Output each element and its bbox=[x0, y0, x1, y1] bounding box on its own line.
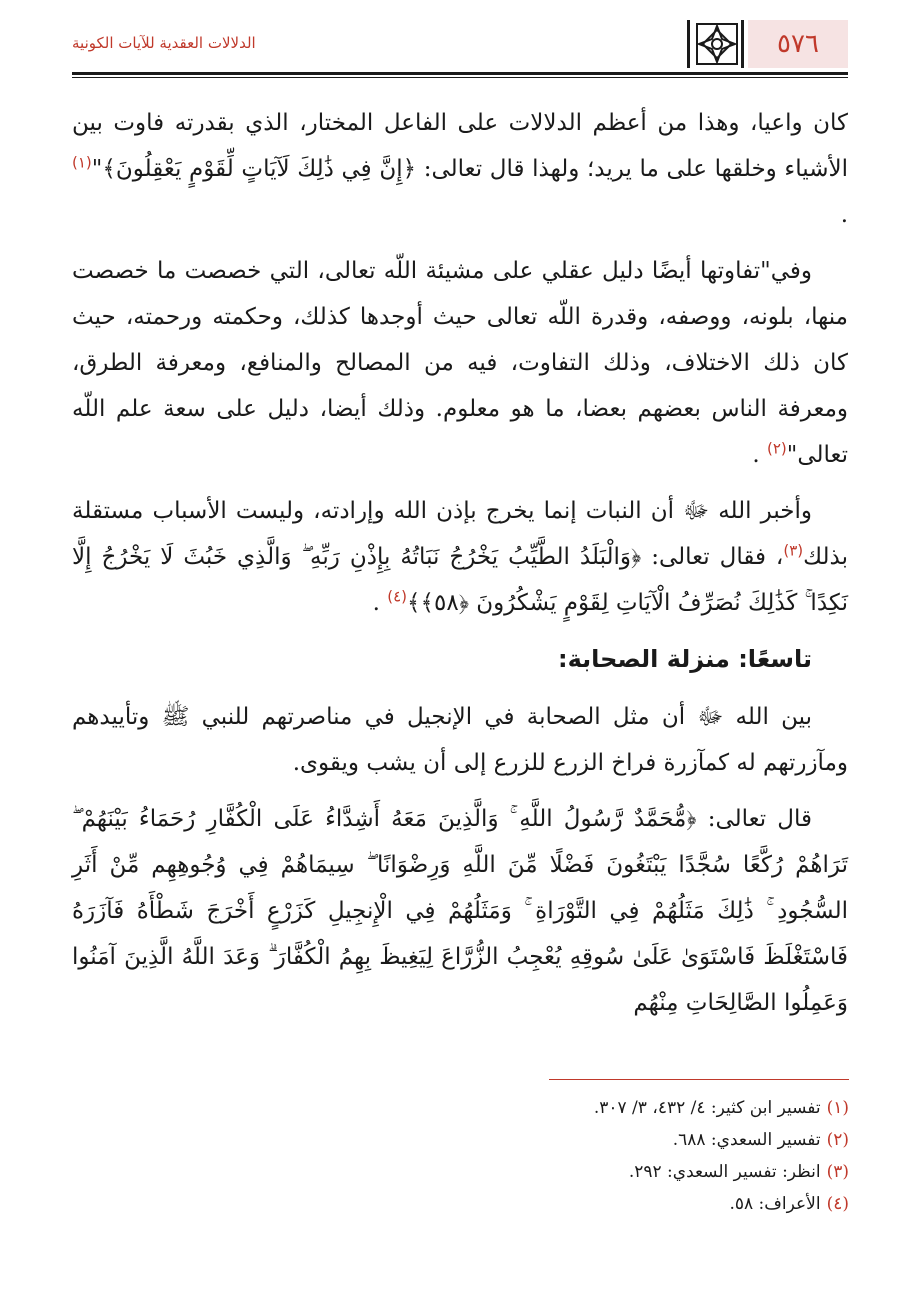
quran-verse-3: ﴿مُّحَمَّدٌ رَّسُولُ اللَّهِ ۚ وَالَّذِينَ مَعَهُ أَشِدَّاءُ عَلَى الْكُفَّارِ رُحَمَاءُ بَيْنَهُمْ ۖ تَرَاهُمْ رُكَّعًا سُجَّدًا يَبْتَغُونَ فَضْلًا مِّنَ اللَّهِ وَرِضْوَانًا ۖ سِيمَاهُمْ فِي وُجُوهِهِم مِّنْ أَثَرِ السُّجُودِ ۚ ذَٰلِكَ مَثَلُهُمْ فِي التَّوْرَاةِ ۚ وَمَثَلُهُمْ فِي الْإِنجِيلِ كَزَرْعٍ أَخْرَجَ شَطْأَهُ فَآزَرَهُ فَاسْتَغْلَظَ فَاسْتَوَىٰ عَلَىٰ سُوقِهِ يُعْجِبُ الزُّرَّاعَ لِيَغِيظَ بِهِمُ الْكُفَّارَ ۗ وَعَدَ اللَّهُ الَّذِينَ آمَنُوا وَعَمِلُوا الصَّالِحَاتِ مِنْهُم bbox=[72, 806, 848, 1016]
running-title: الدلالات العقدية للآيات الكونية bbox=[72, 34, 256, 52]
paragraph-2 bbox=[72, 248, 848, 478]
section-heading: تاسعًا: منزلة الصحابة: bbox=[557, 645, 812, 673]
footnote-number: (٢) bbox=[826, 1130, 849, 1150]
footnote-separator bbox=[549, 1079, 849, 1080]
islamic-star-ornament-icon bbox=[692, 20, 742, 68]
footnote-text: انظر: تفسير السعدي: ٢٩٢. bbox=[628, 1162, 821, 1182]
period: . bbox=[752, 442, 760, 468]
footnote-ref-4[interactable]: (٤) bbox=[387, 587, 408, 606]
paragraph-2-text: وفي"تفاوتها أيضًا دليل عقلي على مشيئة اللّه تعالى، التي خصصت ما خصصت منها، بلونه، ووصفه، وقدرة اللّه تعالى حيث أوجدها كذلك، وحكمته ورحمته، حيث كان ذلك الاختلاف، وذلك التفاوت، فيه من المصالح والمنافع، ومعرفة الطرق، ومعرفة الناس بعضهم بعضا، ما هو معلوم. وذلك أيضا، دليل على سعة علم اللّه تعالى" bbox=[72, 258, 848, 468]
main-text bbox=[72, 100, 848, 1036]
period: . bbox=[372, 590, 380, 616]
footnote-item bbox=[73, 1092, 849, 1124]
paragraph-1 bbox=[72, 100, 848, 238]
page-header bbox=[72, 18, 848, 72]
header-rule-thick bbox=[72, 72, 848, 75]
paragraph-3-text: وأخبر الله ﷻ أن النبات إنما يخرج بإذن الله وإرادته، وليست الأسباب مستقلة بذلك bbox=[72, 498, 849, 570]
footnote-text: تفسير السعدي: ٦٨٨. bbox=[672, 1130, 821, 1150]
footnote-item bbox=[73, 1156, 849, 1188]
footnote-number: (٣) bbox=[826, 1162, 849, 1182]
footnote-text: الأعراف: ٥٨. bbox=[729, 1194, 821, 1214]
paragraph-4: بين الله ﷻ أن مثل الصحابة في الإنجيل في مناصرتهم للنبي ﷺ وتأييدهم ومآزرتهم له كمآزرة فراخ الزرع للزرع إلى أن يشب ويقوى. bbox=[72, 704, 848, 776]
closing-quote: " bbox=[91, 156, 103, 182]
footnote-ref-1[interactable]: (١) bbox=[72, 153, 92, 172]
paragraph-5 bbox=[72, 796, 848, 1026]
ornament-divider-left bbox=[687, 20, 690, 68]
footnotes bbox=[73, 1092, 849, 1220]
paragraph-1-text: كان واعيا، وهذا من أعظم الدلالات على الفاعل المختار، الذي بقدرته فاوت بين الأشياء وخلقها على ما يريد؛ ولهذا قال تعالى: bbox=[72, 110, 848, 182]
paragraph-3 bbox=[72, 488, 848, 626]
footnote-number: (٤) bbox=[826, 1194, 849, 1214]
period: . bbox=[840, 202, 848, 228]
footnote-ref-3[interactable]: (٣) bbox=[783, 541, 804, 560]
header-rule-thin bbox=[72, 77, 848, 78]
footnote-item bbox=[73, 1124, 849, 1156]
paragraph-3-mid: ، فقال تعالى: bbox=[641, 544, 784, 570]
footnote-text: تفسير ابن كثير: ٤/ ٤٣٢، ٣/ ٣٠٧. bbox=[593, 1098, 821, 1118]
paragraph-5-text: قال تعالى: bbox=[696, 806, 812, 832]
quran-verse-2: ﴿وَالْبَلَدُ الطَّيِّبُ يَخْرُجُ نَبَاتُهُ بِإِذْنِ رَبِّهِ ۖ وَالَّذِي خَبُثَ لَا يَخْرُجُ إِلَّا نَكِدًا ۚ كَذَٰلِكَ نُصَرِّفُ الْآيَاتِ لِقَوْمٍ يَشْكُرُونَ ﴿٥٨﴾﴾ bbox=[72, 544, 848, 616]
quran-verse-1: ﴿إِنَّ فِي ذَٰلِكَ لَآيَاتٍ لِّقَوْمٍ يَعْقِلُونَ﴾ bbox=[102, 156, 417, 182]
page-number: ٥٧٦ bbox=[748, 20, 848, 68]
footnote-ref-2[interactable]: (٢) bbox=[766, 439, 787, 458]
footnote-number: (١) bbox=[826, 1098, 849, 1118]
footnote-item bbox=[73, 1188, 849, 1220]
